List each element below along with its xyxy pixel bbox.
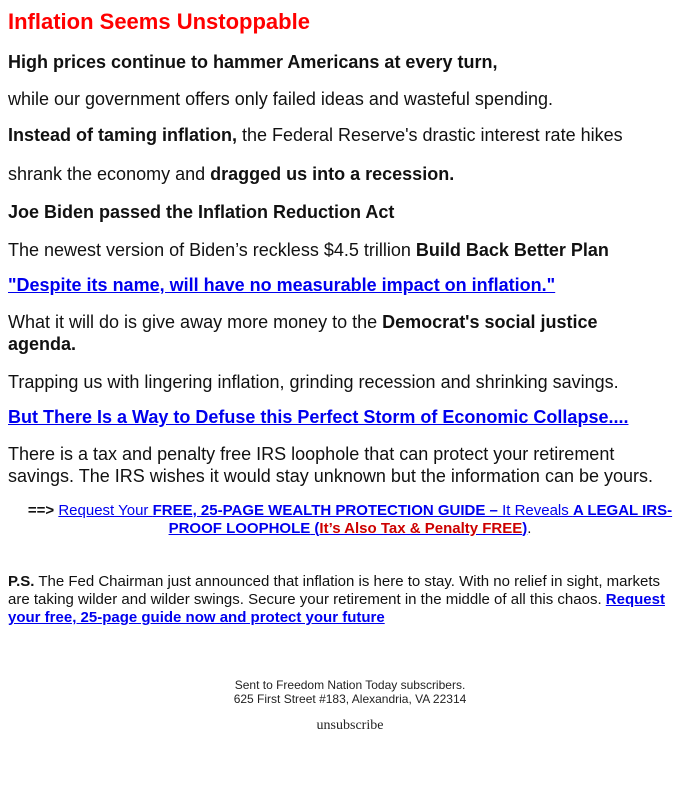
fed-text: the Federal Reserve's drastic interest rate hikes xyxy=(237,125,623,145)
unsubscribe-link[interactable]: unsubscribe xyxy=(316,718,384,733)
fed-bold: Instead of taming inflation, xyxy=(8,125,237,145)
loophole-line-2: savings. The IRS wishes it would stay unknown but the information can be yours. xyxy=(8,466,654,486)
cta-part5: ( xyxy=(310,520,320,537)
cta-block xyxy=(8,502,692,538)
quote-line xyxy=(8,274,555,296)
cta-part3: It Reveals xyxy=(497,502,573,519)
paragraph-trapping: Trapping us with lingering inflation, grinding recession and shrinking savings. xyxy=(8,372,619,392)
headline: Inflation Seems Unstoppable xyxy=(8,9,310,34)
cta-part4: A LEGAL IRS-PROOF LOOPHOLE xyxy=(168,502,673,537)
footer-address: 625 First Street #183, Alexandria, VA 22314 xyxy=(233,692,467,706)
cta-period: . xyxy=(527,520,532,537)
cta-part7: ) xyxy=(522,520,528,537)
ps-link[interactable]: Request your free, 25-page guide now and protect your future xyxy=(8,591,665,626)
cta-part1: Request Your xyxy=(58,502,153,519)
cta-red-text: It’s Also Tax & Penalty FREE xyxy=(319,520,523,537)
agenda-text: What it will do is give away more money to the xyxy=(8,312,383,332)
defuse-line xyxy=(8,406,628,428)
paragraph-recession xyxy=(8,163,454,185)
quote-link[interactable]: "Despite its name, will have no measurable impact on inflation." xyxy=(8,275,556,295)
postscript xyxy=(8,573,668,627)
footer xyxy=(0,678,700,706)
paragraph-bbb xyxy=(8,239,609,261)
bbb-bold: Build Back Better Plan xyxy=(415,240,609,260)
recession-text: shrank the economy and xyxy=(8,164,211,184)
arrow-icon: ==> xyxy=(27,502,55,519)
intro-text: while our government offers only failed ideas and wasteful spending. xyxy=(8,89,554,109)
defuse-link[interactable]: But There Is a Way to Defuse this Perfect Storm of Economic Collapse.... xyxy=(8,407,629,427)
bbb-text: The newest version of Biden’s reckless $4.5 trillion xyxy=(8,240,416,260)
cta-part2: FREE, 25-PAGE WEALTH PROTECTION GUIDE – xyxy=(152,502,498,519)
cta-link[interactable] xyxy=(58,502,672,537)
footer-sent-to: Sent to Freedom Nation Today subscribers. xyxy=(234,678,466,692)
intro-bold: High prices continue to hammer Americans at every turn, xyxy=(8,52,498,72)
paragraph-fed xyxy=(8,124,623,146)
loophole-line-1: There is a tax and penalty free IRS loophole that can protect your retirement xyxy=(8,444,615,464)
paragraph-agenda-1 xyxy=(8,311,598,333)
paragraph-agenda-2: agenda. xyxy=(8,334,77,354)
ira-heading: Joe Biden passed the Inflation Reduction Act xyxy=(8,202,395,222)
recession-bold: dragged us into a recession. xyxy=(210,164,455,184)
agenda-bold: Democrat's social justice xyxy=(382,312,598,332)
ps-label: P.S. xyxy=(8,573,35,590)
ps-text: The Fed Chairman just announced that inflation is here to stay. With no relief in sight, markets are taking wilder and wilder swings. Secure your retirement in the middle of all this chaos. xyxy=(8,573,661,608)
